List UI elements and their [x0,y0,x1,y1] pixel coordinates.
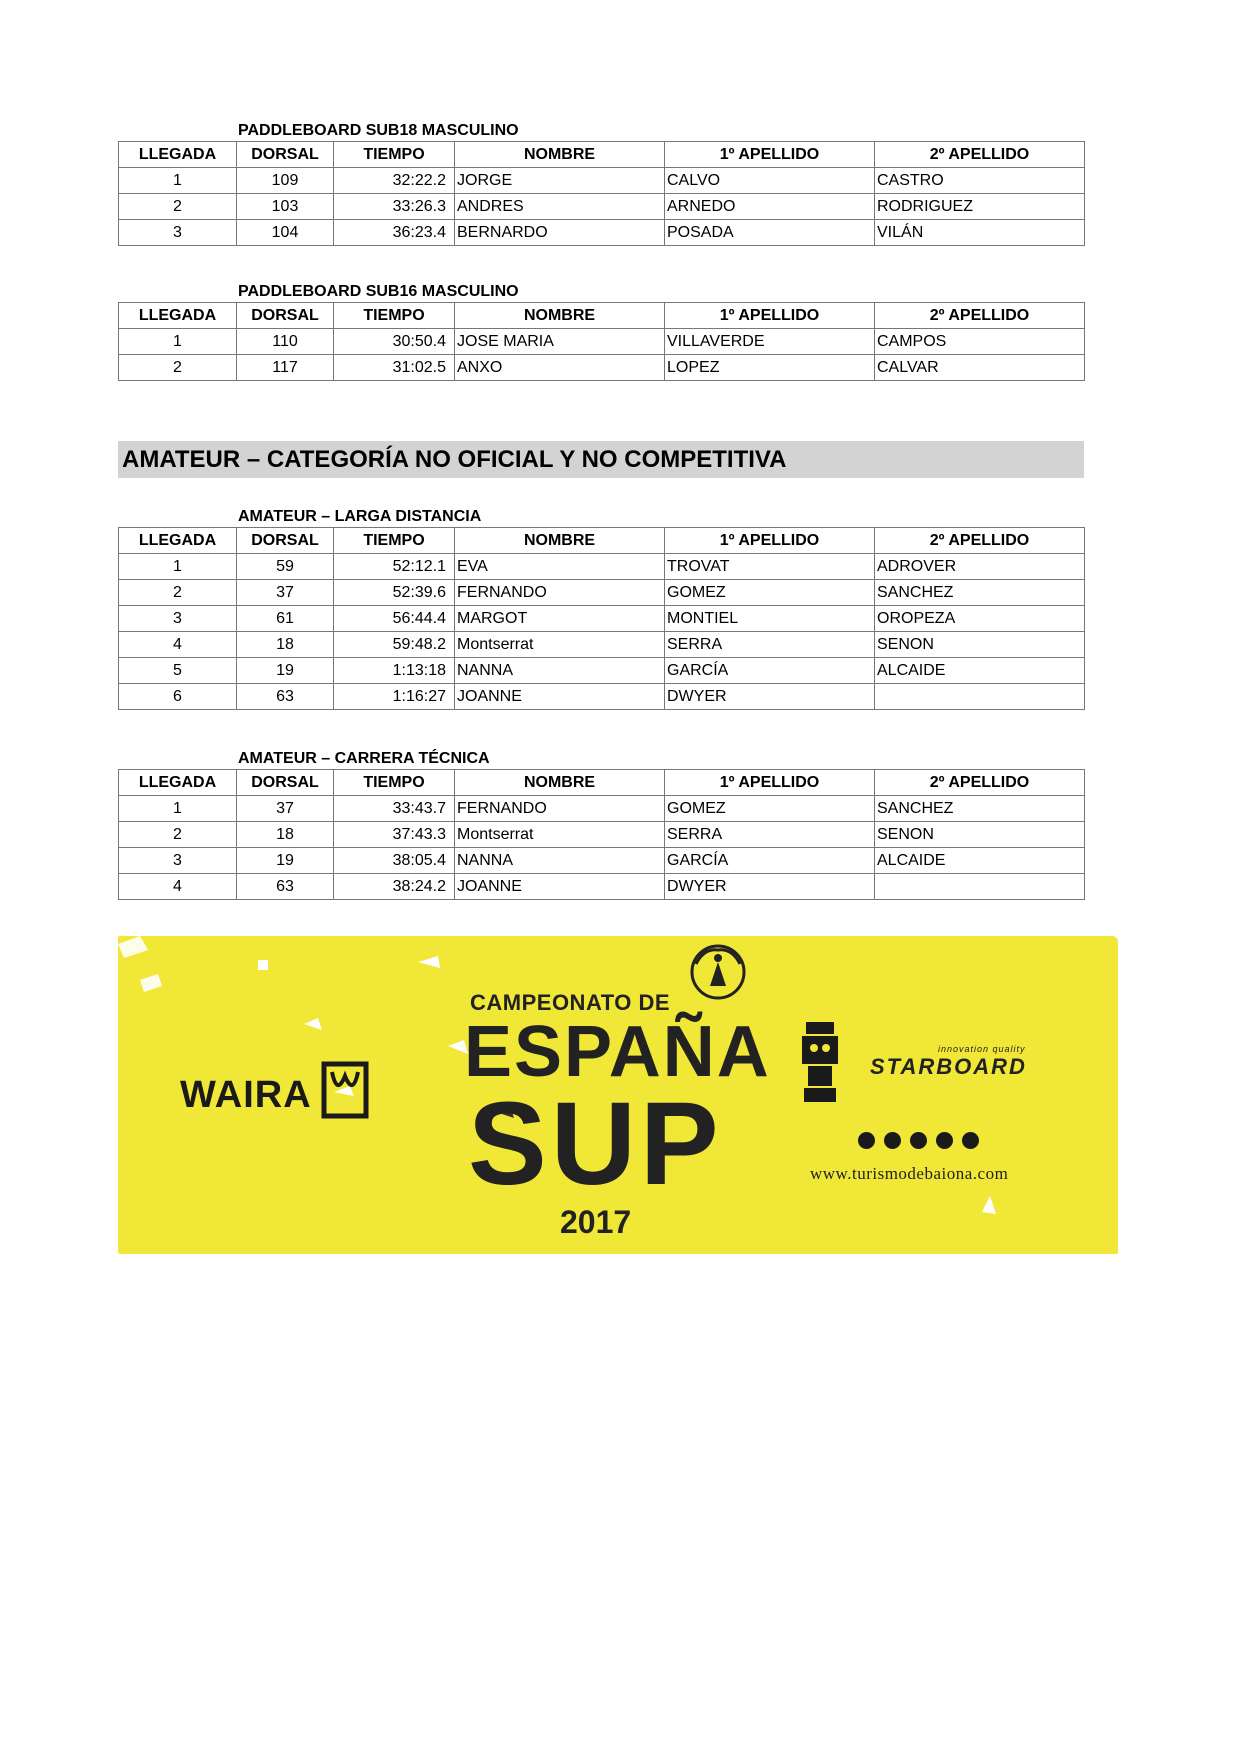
results-table [118,769,1085,900]
table-row [119,796,1085,822]
cell-tiempo: 31:02.5 [334,355,455,381]
results-block-carrera-tecnica [118,749,1084,900]
dot-icon [936,1132,953,1149]
table-row [119,606,1085,632]
cell-apellido2: SENON [875,822,1085,848]
table-row [119,632,1085,658]
table-row [119,874,1085,900]
cell-llegada: 1 [119,329,237,355]
cell-dorsal: 110 [237,329,334,355]
table-row [119,355,1085,381]
table-header-row [119,303,1085,329]
column-header-llegada: LLEGADA [119,528,237,554]
cell-apellido1: GOMEZ [665,580,875,606]
cell-apellido2: OROPEZA [875,606,1085,632]
cell-dorsal: 63 [237,874,334,900]
section-banner-amateur: AMATEUR – CATEGORÍA NO OFICIAL Y NO COMPETITIVA [118,441,1084,478]
cell-dorsal: 117 [237,355,334,381]
dot-icon [910,1132,927,1149]
cell-dorsal: 63 [237,684,334,710]
dot-icon [858,1132,875,1149]
cell-nombre: JOANNE [455,874,665,900]
cell-llegada: 2 [119,822,237,848]
column-header-apellido1: 1º APELLIDO [665,142,875,168]
cell-llegada: 2 [119,355,237,381]
cell-tiempo: 52:39.6 [334,580,455,606]
table-row [119,580,1085,606]
waira-logo-text: WAIRA [180,1074,312,1116]
results-block-sub16 [118,282,1084,381]
cell-llegada: 1 [119,554,237,580]
cell-nombre: NANNA [455,658,665,684]
results-table [118,302,1085,381]
cell-tiempo: 30:50.4 [334,329,455,355]
cell-apellido2: CALVAR [875,355,1085,381]
cell-nombre: NANNA [455,848,665,874]
table-title: AMATEUR – CARRERA TÉCNICA [238,750,490,767]
cell-llegada: 4 [119,874,237,900]
cell-apellido2: SANCHEZ [875,796,1085,822]
cell-apellido1: GARCÍA [665,848,875,874]
cell-apellido1: ARNEDO [665,194,875,220]
cell-dorsal: 109 [237,168,334,194]
cell-nombre: ANDRES [455,194,665,220]
cell-tiempo: 56:44.4 [334,606,455,632]
cell-llegada: 4 [119,632,237,658]
cell-llegada: 3 [119,848,237,874]
column-header-tiempo: TIEMPO [334,303,455,329]
cell-apellido2: ALCAIDE [875,848,1085,874]
table-row [119,822,1085,848]
cell-apellido2: ADROVER [875,554,1085,580]
cell-apellido1: SERRA [665,822,875,848]
cell-apellido1: GOMEZ [665,796,875,822]
cell-tiempo: 52:12.1 [334,554,455,580]
table-row [119,684,1085,710]
cell-apellido2 [875,874,1085,900]
results-table [118,141,1085,246]
table-row [119,194,1085,220]
cell-apellido2: VILÁN [875,220,1085,246]
column-header-apellido2: 2º APELLIDO [875,303,1085,329]
table-header-row [119,528,1085,554]
cell-nombre: JORGE [455,168,665,194]
table-title: AMATEUR – LARGA DISTANCIA [238,508,482,525]
table-row [119,848,1085,874]
cell-dorsal: 37 [237,580,334,606]
table-row [119,658,1085,684]
cell-nombre: EVA [455,554,665,580]
column-header-apellido1: 1º APELLIDO [665,303,875,329]
starboard-tagline: innovation quality [938,1044,1026,1054]
table-row [119,220,1085,246]
column-header-apellido2: 2º APELLIDO [875,770,1085,796]
cell-nombre: Montserrat [455,632,665,658]
starboard-logo-text: STARBOARD [870,1054,1027,1079]
cell-llegada: 6 [119,684,237,710]
column-header-llegada: LLEGADA [119,142,237,168]
results-table [118,527,1085,710]
cell-nombre: FERNANDO [455,796,665,822]
column-header-llegada: LLEGADA [119,303,237,329]
cell-apellido1: CALVO [665,168,875,194]
cell-nombre: ANXO [455,355,665,381]
table-header-row [119,142,1085,168]
column-header-dorsal: DORSAL [237,142,334,168]
cell-apellido1: VILLAVERDE [665,329,875,355]
cell-apellido1: TROVAT [665,554,875,580]
cell-tiempo: 59:48.2 [334,632,455,658]
espana-text: ESPAÑA [464,1012,771,1092]
column-header-dorsal: DORSAL [237,528,334,554]
cell-nombre: JOANNE [455,684,665,710]
column-header-tiempo: TIEMPO [334,528,455,554]
sup-text: SUP [468,1078,723,1210]
column-header-nombre: NOMBRE [455,528,665,554]
cell-dorsal: 61 [237,606,334,632]
cell-nombre: BERNARDO [455,220,665,246]
column-header-apellido2: 2º APELLIDO [875,142,1085,168]
cell-tiempo: 36:23.4 [334,220,455,246]
year-text: 2017 [560,1204,632,1240]
cell-llegada: 1 [119,796,237,822]
cell-apellido2: CAMPOS [875,329,1085,355]
cell-nombre: FERNANDO [455,580,665,606]
cell-tiempo: 38:24.2 [334,874,455,900]
table-row [119,329,1085,355]
column-header-dorsal: DORSAL [237,303,334,329]
cell-llegada: 1 [119,168,237,194]
cell-apellido1: LOPEZ [665,355,875,381]
cell-llegada: 5 [119,658,237,684]
cell-apellido1: DWYER [665,684,875,710]
cell-dorsal: 103 [237,194,334,220]
column-header-llegada: LLEGADA [119,770,237,796]
cell-apellido2: ALCAIDE [875,658,1085,684]
column-header-tiempo: TIEMPO [334,142,455,168]
column-header-apellido2: 2º APELLIDO [875,528,1085,554]
cell-tiempo: 37:43.3 [334,822,455,848]
table-row [119,168,1085,194]
cell-apellido1: GARCÍA [665,658,875,684]
column-header-nombre: NOMBRE [455,303,665,329]
cell-dorsal: 59 [237,554,334,580]
website-text: www.turismodebaiona.com [810,1164,1009,1183]
cell-dorsal: 104 [237,220,334,246]
cell-nombre: JOSE MARIA [455,329,665,355]
cell-apellido2: CASTRO [875,168,1085,194]
column-header-apellido1: 1º APELLIDO [665,770,875,796]
cell-apellido1: MONTIEL [665,606,875,632]
cell-dorsal: 18 [237,632,334,658]
cell-dorsal: 37 [237,796,334,822]
cell-tiempo: 1:13:18 [334,658,455,684]
cell-dorsal: 19 [237,848,334,874]
campeonato-text: CAMPEONATO DE [470,990,671,1015]
cell-apellido2: SENON [875,632,1085,658]
cell-dorsal: 19 [237,658,334,684]
results-block-sub18 [118,121,1084,246]
table-title: PADDLEBOARD SUB18 MASCULINO [238,122,519,139]
cell-llegada: 2 [119,580,237,606]
cell-apellido2 [875,684,1085,710]
column-header-dorsal: DORSAL [237,770,334,796]
cell-apellido2: RODRIGUEZ [875,194,1085,220]
table-row [119,554,1085,580]
column-header-tiempo: TIEMPO [334,770,455,796]
laurel-emblem-icon [692,946,744,998]
column-header-nombre: NOMBRE [455,770,665,796]
cell-llegada: 3 [119,606,237,632]
cell-nombre: MARGOT [455,606,665,632]
cell-tiempo: 38:05.4 [334,848,455,874]
cell-nombre: Montserrat [455,822,665,848]
cell-llegada: 2 [119,194,237,220]
results-block-larga-distancia [118,507,1084,710]
column-header-apellido1: 1º APELLIDO [665,528,875,554]
cell-dorsal: 18 [237,822,334,848]
dot-icon [884,1132,901,1149]
dot-icon [962,1132,979,1149]
sponsor-banner [118,936,1118,1254]
table-title: PADDLEBOARD SUB16 MASCULINO [238,283,519,300]
cell-apellido1: DWYER [665,874,875,900]
cell-tiempo: 1:16:27 [334,684,455,710]
cell-tiempo: 32:22.2 [334,168,455,194]
totem-figure-icon [802,1022,838,1102]
cell-llegada: 3 [119,220,237,246]
cell-apellido1: SERRA [665,632,875,658]
cell-tiempo: 33:43.7 [334,796,455,822]
cell-apellido2: SANCHEZ [875,580,1085,606]
column-header-nombre: NOMBRE [455,142,665,168]
table-header-row [119,770,1085,796]
cell-tiempo: 33:26.3 [334,194,455,220]
cell-apellido1: POSADA [665,220,875,246]
